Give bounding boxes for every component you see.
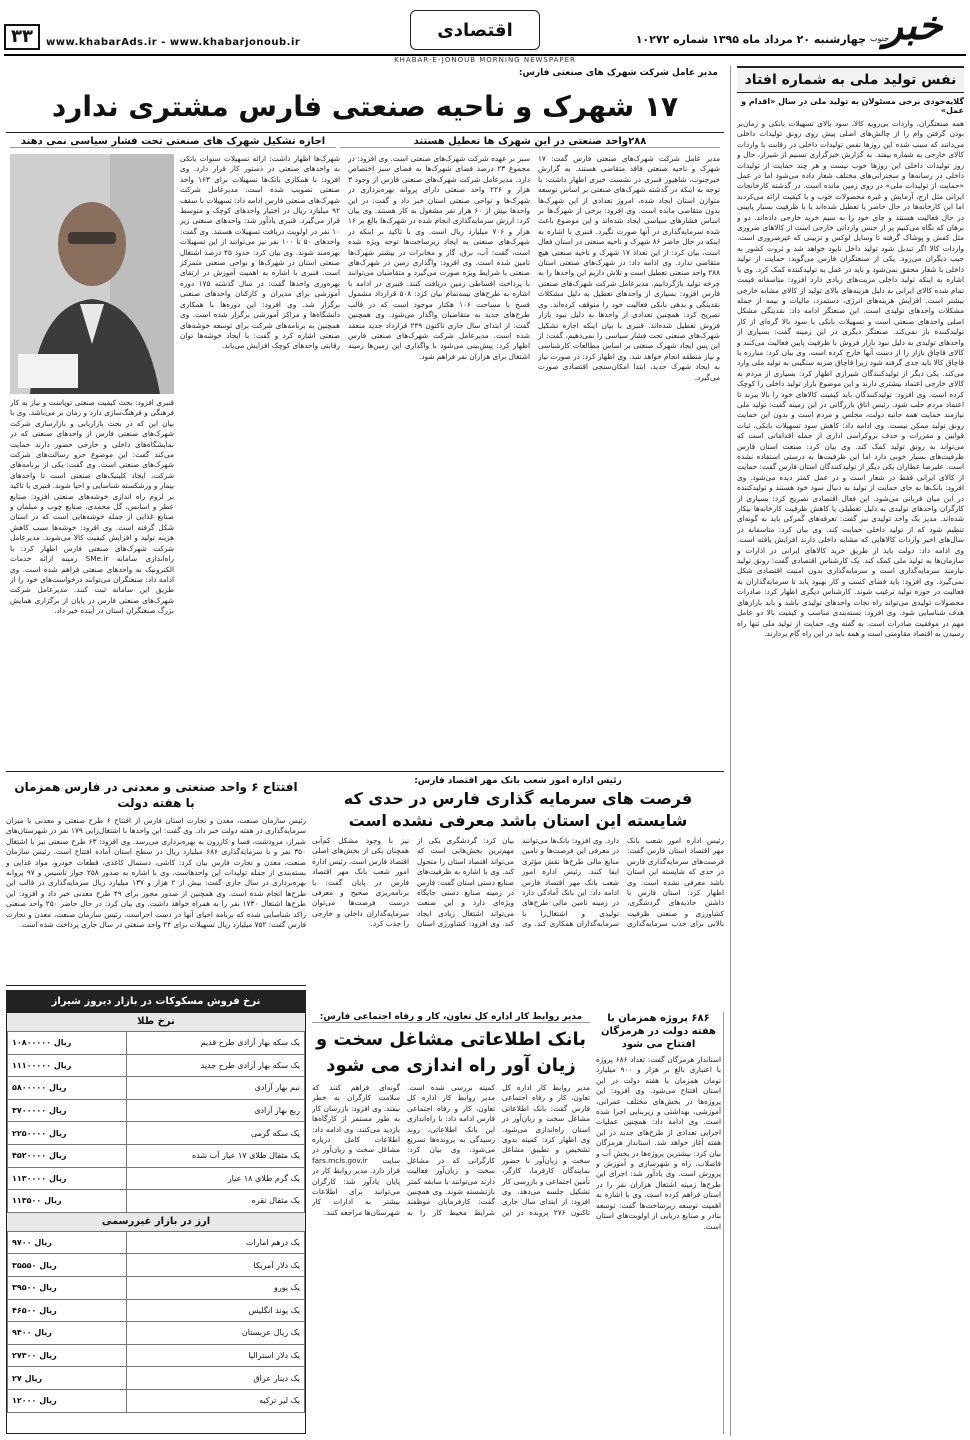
fx-price: ۲۷ ریال [8, 1367, 127, 1390]
gold-name: یک سکه بهار آزادی طرح جدید [126, 1054, 304, 1077]
gold-name: یک سکه بهار آزادی طرح قدیم [126, 1032, 304, 1055]
lead-body-col-4: قنبری افزود: بحث کیفیت صنعتی توپاست و نیاز به کار فرهنگی و فرهنگ‌سازی دارد و زمان بر می‌باشد. وی با بیان این که در بحث بازاریابی و بازارسازی شرکت شهرک‌های صنعتی فارس از واحدهای صنعتی که در نمایشگاه‌های داخلی و خارجی حضور دارند حمایت می‌کند گفت: این موضوع جزو رسالت‌های شرکت شهرک‌های صنعتی است. وی گفت: یکی از برنامه‌های شرکت، ایجاد کلینیک‌های صنعتی است تا واحدهای بیمار و ورشکسته شناسایی و احیا شوند. قنبری با تاکید بر لزوم راه اندازی خوشه‌های صنعتی افزود: صنایع عطر و اسانس، گل محمدی، صنایع چوب و مبلمان و صنایع غذایی از جمله خوشه‌هایی است که در استان شکل گرفته است. وی افزود: خوشه‌ها سبب کاهش هزینه تولید و افزایش کیفیت کالا می‌شوند. مدیرعامل شرکت شهرک‌های صنعتی فارس اظهار کرد: با راه‌اندازی سامانه SMe.ir زمینه ارائه خدمات الکترونیک به واحدهای صنعتی فراهم شده است. وی ادامه داد: صنعتگران می‌توانند درخواست‌های خود را از طریق این سامانه ثبت کنند. مدیرعامل شرکت شهرک‌های صنعتی فارس در پایان از برگزاری همایش بزرگ صنعتگران استان در آینده خبر داد. [10, 398, 174, 616]
article-hormozgan [596, 1012, 724, 1434]
gold-title: نرخ طلا [7, 1013, 305, 1031]
table-row [8, 1144, 305, 1167]
websites: www.khabarAds.ir - www.khabarjonoub.ir [46, 37, 301, 48]
table-row [8, 1367, 305, 1390]
table-row [8, 1389, 305, 1412]
fx-price: ۲۷۳۰۰ ریال [8, 1344, 127, 1367]
lead-article [6, 66, 724, 772]
article-national-production [730, 66, 964, 1436]
investment-headline: فرصت های سرمایه گذاری فارس در حدی که شایسته این استان باشد معرفی نشده است [343, 789, 693, 830]
fx-price: ۴۶۵۰۰ ریال [8, 1299, 127, 1322]
table-row [8, 1254, 305, 1277]
gold-price: ۲۲۵۰۰۰۰ ریال [8, 1122, 127, 1145]
issue-date: چهارشنبه ۲۰ مرداد ماه ۱۳۹۵ شماره ۱۰۲۷۲ [635, 33, 866, 46]
hormozgan-headline: ۶۸۶ پروژه همزمان با هفته دولت در هرمزگان افتتاح می شود [601, 1013, 716, 1050]
gold-price: ۴۵۲۰۰۰۰ ریال [8, 1144, 127, 1167]
fx-table [7, 1231, 305, 1413]
market-title: نرخ فروش مسکوکات در بازار دیروز شیراز [7, 991, 305, 1013]
gold-table [7, 1031, 305, 1213]
fx-name: یک دلار آمریکا [126, 1254, 304, 1277]
table-row [8, 1190, 305, 1213]
fx-name: یک دلار استرالیا [126, 1344, 304, 1367]
fx-name: یک درهم امارات [126, 1231, 304, 1254]
fx-price: ۹۴۰۰ ریال [8, 1322, 127, 1345]
fx-price: ۳۵۵۵۰ ریال [8, 1254, 127, 1277]
market-table [6, 990, 306, 1434]
logo-text: خبر [883, 2, 943, 49]
portrait-photo [10, 154, 174, 394]
article-subtitle: گلایه‌خودی برخی مسئولان به تولید ملی در سال «اقدام و عمل» [741, 97, 964, 115]
lead-subhead-1: ۲۸۸واحد صنعتی در این شهرک ها تعطیل هستند [340, 136, 720, 148]
lead-body-col-2: سبز بر عهده شرکت شهرک‌های صنعتی است. وی افزود: در مجموع ۲۳ درصد فضای شهرک‌ها به فضای سبز اختصاص دارد. مدیرعامل شرکت شهرک‌های صنعتی فارس از وجود ۳ هزار و ۲۲۶ واحد صنعتی دارای پروانه بهره‌برداری در شهرک‌ها و نواحی صنعتی استان خبر داد و گفت: در این واحدها بیش از ۶۰ هزار نفر مشغول به کار هستند. وی بیان کرد: ارزش سرمایه‌گذاری انجام شده در شهرک‌ها بالغ بر ۱۶ هزار و ۷۰۶ میلیارد ریال است. وی با تاکید بر اینکه در شهرک‌های صنعتی به ایجاد زیرساخت‌ها توجه ویژه شده است، گفت: آب، برق، گاز و مخابرات در بیشتر شهرک‌ها تامین شده است. وی افزود: واگذاری زمین در شهرک‌های صنعتی با شرایط ویژه صورت می‌گیرد و متقاضیان می‌توانند با پرداخت اقساطی زمین دریافت کنند. قنبری در ادامه با اشاره به طرح‌های نیمه‌تمام بیان کرد: ۵۰۸ قرارداد مشمول فسخ با مساحت ۱۰۶ هکتار موجود است که در قالب طرح‌های جدید به متقاضیان واگذار می‌شود. وی همچنین گفت: از ابتدای سال جاری تاکنون ۲۴۹ قرارداد جدید منعقد شده است. مدیرعامل شرکت شهرک‌های صنعتی فارس اظهار کرد: پیش‌بینی می‌شود با واگذاری این زمین‌ها زمینه اشتغال برای هزاران نفر فراهم شود. [348, 154, 530, 361]
fx-name: یک ریال عربستان [126, 1322, 304, 1345]
table-row [8, 1322, 305, 1345]
table-row [8, 1122, 305, 1145]
table-row [8, 1054, 305, 1077]
table-row [8, 1276, 305, 1299]
gold-name: یک سکه گرمی [126, 1122, 304, 1145]
fx-name: یک دینار عراق [126, 1367, 304, 1390]
hard-jobs-headline: بانک اطلاعاتی مشاغل سخت و زیان آور راه اندازی می شود [315, 1029, 587, 1076]
investment-kicker: رئیس اداره امور شعب بانک مهر اقتصاد فارس: [414, 776, 622, 786]
article-body: همه صنعتگران، واردات بی‌رویه کالا، سود بالای تسهیلات بانکی و زمان‌بر بودن گرفتن وام را از چالش‌های اصلی پیش روی رونق تولیدات داخلی می‌دانند که سبب شده این روزها نفس تولیدات داخلی در رقابت با واردات کالای خارجی به شماره بیفتد. به گزارش خبرگزاری تسنیم از شیراز، حال و روز تولیدات داخلی این روزها خوب نیست و هر چند حمایت از تولیدات داخلی در رسانه‌ها و سخنرانی‌های مختلف شعار داده می‌شود اما در عمل «حمایت از تولیدات ملی» در روی زمین مانده است. در گذشته کارخانجات ایرانی مثل ارج، آزمایش و غیره محصولات خوب و با کیفیت ارائه می‌کردند اما این کارخانه‌ها در حال حاضر یا تعطیل شده‌اند یا با ظرفیت بسیار پایینی در حال فعالیت هستند و جای خود را به سیم خرید خارجی داده‌اند. دو و برهان که نگاه می‌کنیم پر از جنس وارداتی خارجی است از کالاهای ضروری مثل کفش و پوشاک گرفته تا وسایل لوکس و تزیینی که غیرضروری است. واردات کالا اگر تبدیل شود تولید داخل نابود خواهد شد و ثروت کشور به جیب دیگران می‌رود. یکی از صنعتگران فارس می‌گوید: حمایت از تولید داخلی با شعار محقق نمی‌شود و باید در عمل به تولیدکننده کمک کرد. وی با اشاره به اینکه تولید داخلی مزیت‌های زیادی دارد افزود: متاسفانه قیمت تمام شده کالای ایرانی به دلیل هزینه‌های بالای تولید از کالای مشابه خارجی بیشتر است. افزایش هزینه‌های انرژی، دستمزد، مالیات و بیمه از جمله مشکلات واحدهای تولیدی است. این صنعتگر ادامه داد: نقدینگی مشکل اصلی واحدهای صنعتی است و تسهیلات بانکی با سود بالا گره‌ای از کار تولیدکننده باز نمی‌کند. صنعتگر دیگری در این زمینه گفت: بسیاری از واحدهای تولیدی به دلیل نبود بازار فروش با ظرفیت پایین فعالیت می‌کنند و کالای قاچاق بازار را از دست آنها خارج کرده است. وی بیان کرد: مبارزه با قاچاق کالا باید جدی گرفته شود زیرا قاچاق ضربه سنگینی به تولید ملی وارد می‌کند. یکی دیگر از تولیدکنندگان شیرازی اظهار کرد: بسیاری از مردم به کالای خارجی اعتماد بیشتری دارند و این موضوع بازار تولید داخلی را کوچک کرده است. وی افزود: تولیدکنندگان باید کیفیت کالاهای خود را بالا ببرند تا اعتماد مردم جلب شود. رئیس اتاق بازرگانی در این زمینه گفت: تولید ملی نیازمند حمایت همه جانبه دولت، مجلس و مردم است و بدون این حمایت رونق تولید ممکن نیست. وی ادامه داد: کاهش سود تسهیلات بانکی، ثبات قوانین و مقررات و حذف بروکراسی اداری از جمله اقداماتی است که می‌تواند به رونق تولید کمک کند. وی بیان کرد: صنعت استان فارس ظرفیت‌های بسیار خوبی دارد اما این ظرفیت‌ها به درستی استفاده نشده است. علیرضا عطاران یکی دیگر از تولیدکنندگان استان فارس گفت: حمایت از کالای ایرانی فقط در شعار است و در عمل کمتر دیده می‌شود. وی افزود: بانک‌ها به جای حمایت از تولید به دنبال سود خود هستند و تولیدکننده در این میان قربانی می‌شود. این فعال اقتصادی تصریح کرد: بسیاری از کارگران واحدهای تولیدی به دلیل تعطیلی یا کاهش ظرفیت کارخانه‌ها بیکار شده‌اند. مدیر یک واحد تولیدی نیز گفت: تعرفه‌های گمرکی باید به گونه‌ای تنظیم شود که از تولید داخلی حمایت کند. وی بیان کرد: متاسفانه در سال‌های اخیر واردات کالاهایی که مشابه داخلی دارند افزایش یافته است. وی ادامه داد: دولت باید از طریق خرید کالاهای ایرانی در ادارات و سازمان‌ها به تولید ملی کمک کند. یک کارشناس اقتصادی گفت: رونق تولید نیازمند سرمایه‌گذاری است و سرمایه‌گذاری بدون امنیت اقتصادی شکل نمی‌گیرد. وی افزود: باید فضای کسب و کار بهبود یابد تا سرمایه‌گذاران به فعالیت در حوزه تولید ترغیب شوند. کارشناس دیگری اظهار کرد: صادرات محصولات تولیدی می‌تواند راه نجات واحدهای تولیدی باشد و باید بازارهای هدف شناسایی شود. وی افزود: بسته‌بندی مناسب و کیفیت بالا دو عامل مهم در موفقیت صادرات است. به گفته وی، حمایت از تولید ملی تنها راه رسیدن به اقتصاد مقاومتی است و همه باید در این راه گام بردارند. [737, 119, 964, 638]
table-row [8, 1299, 305, 1322]
fx-price: ۳۹۵۰۰ ریال [8, 1276, 127, 1299]
table-row [8, 1032, 305, 1055]
logo-subtext: جنوب [870, 34, 890, 43]
section-tab [410, 10, 540, 50]
article-hard-jobs [312, 1012, 590, 1434]
hard-jobs-kicker: مدیر روابط کار اداره کل تعاون، کار و رفاه اجتماعی فارس: [312, 1012, 590, 1023]
lead-subhead-2: اجازه تشکیل شهرک های صنعتی تحت فشار سیاسی نمی دهند [10, 136, 336, 148]
gold-name: نیم بهار آزادی [126, 1077, 304, 1100]
table-row [8, 1344, 305, 1367]
article-title: نفس تولید ملی به شماره افتاد [737, 66, 964, 93]
lead-kicker: مدیر عامل شرکت شهرک های صنعتی فارس: [518, 68, 718, 78]
gold-name: یک گرم طلای ۱۸ عیار [126, 1167, 304, 1190]
fx-title: ارز در بازار غیررسمی [7, 1213, 305, 1231]
gold-price: ۱۰۸۰۰۰۰۰ ریال [8, 1032, 127, 1055]
hormozgan-body: استاندار هرمزگان گفت: تعداد ۶۸۶ پروژه با اعتباری بالغ بر هزار و ۹۰۰ میلیارد تومان همزمان با هفته دولت در این استان افتتاح می‌شود. وی افزود: این پروژه‌ها در بخش‌های مختلف عمرانی، آموزشی، بهداشتی و زیربنایی اجرا شده است. وی ادامه داد: همچنین عملیات اجرایی تعدادی از طرح‌های جدید در این هفته آغاز خواهد شد. استاندار هرمزگان بیان کرد: بیشترین پروژه‌ها در بخش آب و فاضلاب، راه و شهرسازی و آموزش و پرورش است. وی یادآور شد: اجرای این طرح‌ها زمینه اشتغال هزاران نفر را در استان فراهم کرده است. وی با اشاره به اهمیت توسعه زیرساخت‌ها گفت: توسعه بنادر و صنایع دریایی از اولویت‌های استان است. [596, 1055, 721, 1231]
newspaper-logo [868, 2, 958, 52]
english-name: KHABAR-E-JONOUB MORNING NEWSPAPER [394, 56, 576, 64]
lead-body-col-1: مدیر عامل شرکت شهرک‌های صنعتی فارس گفت: ۱۷ شهرک و ناحیه صنعتی فاقد متقاضی هستند. به گزارش خبرجنوب، شاهپور قنبری در نشست خبری اظهار داشت: با توجه به اینکه در گذشته شهرک‌های صنعتی بر اساس توسعه متوازن استان ایجاد شده، امروز تعدادی از این شهرک‌ها بدون متقاضی مانده است. وی افزود: برخی از شهرک‌ها بر اساس فشارهای سیاسی ایجاد شده‌اند و این موضوع باعث شده سرمایه‌گذاری در آنها صورت نگیرد. قنبری با اشاره به اینکه در حال حاضر ۸۶ شهرک و ناحیه صنعتی در استان فعال است، بیان کرد: از این تعداد ۱۷ شهرک و ناحیه صنعتی هیچ متقاضی ندارد. وی ادامه داد: در شهرک‌های صنعتی استان ۲۸۸ واحد صنعتی تعطیل است و تلاش داریم این واحدها را به چرخه تولید بازگردانیم. مدیرعامل شرکت شهرک‌های صنعتی فارس افزود: بسیاری از واحدهای تعطیل به دلیل مشکلات نقدینگی و بدهی بانکی فعالیت خود را متوقف کرده‌اند. وی تصریح کرد: همچنین تعدادی از واحدها به دلیل نبود بازار فروش تعطیل شده‌اند. قنبری با بیان اینکه اجازه تشکیل شهرک‌های صنعتی تحت فشار سیاسی را نمی‌دهیم، گفت: از این پس ایجاد شهرک صنعتی بر اساس مطالعات کارشناسی و نیاز منطقه انجام خواهد شد. وی اظهار کرد: در صورت نیاز به ایجاد شهرک جدید، ابتدا امکان‌سنجی اقتصادی صورت می‌گیرد. [538, 154, 720, 382]
portrait-icon [10, 154, 174, 394]
gold-price: ۳۷۰۰۰۰۰ ریال [8, 1099, 127, 1122]
fx-name: یک لیر ترکیه [126, 1389, 304, 1412]
fx-name: یک پوند انگلیس [126, 1299, 304, 1322]
article-investment [312, 776, 724, 1008]
table-row [8, 1077, 305, 1100]
lead-headline: ۱۷ شهرک و ناحیه صنعتی فارس مشتری ندارد [6, 82, 724, 133]
page-number: ۳۳ [4, 24, 40, 50]
masthead [0, 0, 970, 64]
fx-name: یک یورو [126, 1276, 304, 1299]
gold-name: ربع بهار آزادی [126, 1099, 304, 1122]
table-row [8, 1167, 305, 1190]
fx-price: ۹۷۰۰ ریال [8, 1231, 127, 1254]
lead-body-col-3: شهرک‌ها اظهار داشت: ارائه تسهیلات سنوات بانکی به واحدهای صنعتی در دستور کار قرار دارد. وی افزود: با همکاری بانک‌ها تسهیلات برای ۱۶۳ واحد صنعتی تصویب شده است. مدیرعامل شرکت شهرک‌های صنعتی فارس ادامه داد: تسهیلات با سقف ۹۲ میلیارد ریال در اختیار واحدهای کوچک و متوسط قرار می‌گیرد. قنبری یادآور شد: واحدهای صنعتی زیر ۱۰ نفر در اولویت دریافت تسهیلات هستند. وی گفت: واحدهای ۵۰ تا ۱۰۰ نفر نیز می‌توانند از این تسهیلات بهره‌مند شوند. وی بیان کرد: حدود ۴۵ درصد اشتغال صنعتی استان در شهرک‌ها و نواحی صنعتی متمرکز است. قنبری با اشاره به اهمیت آموزش در ارتقای بهره‌وری واحدها گفت: در سال گذشته ۱۷۵ دوره آموزشی برای مدیران و کارکنان واحدهای صنعتی برگزار شد. وی افزود: این دوره‌ها با همکاری دانشگاه‌ها و مراکز آموزشی برگزار شده است. وی همچنین به برنامه‌های شرکت برای توسعه خوشه‌های صنعتی اشاره کرد و گفت: با ایجاد خوشه‌ها توان رقابتی واحدهای کوچک افزایش می‌یابد. [180, 154, 340, 351]
hard-jobs-body: مدیر روابط کار اداره کل تعاون، کار و رفاه اجتماعی فارس گفت: بانک اطلاعاتی مشاغل سخت و زیان‌آور در استان راه‌اندازی می‌شود. وی اظهار کرد: کمیته بدوی تشخیص و تطبیق مشاغل سخت و زیان‌آور با حضور نمایندگان کارفرما، کارگر، تأمین اجتماعی و بازرسی کار تشکیل جلسه می‌دهد. وی افزود: از ابتدای سال جاری تاکنون ۲۷۶ پرونده در این کمیته بررسی شده است. مدیر روابط کار اداره کل تعاون، کار و رفاه اجتماعی فارس ادامه داد: با راه‌اندازی این بانک اطلاعاتی، روند رسیدگی به پرونده‌ها تسریع می‌شود. وی بیان کرد: کارگرانی که در مشاغل سخت و زیان‌آور فعالیت دارند می‌توانند با سابقه کمتر بازنشسته شوند. وی همچنین گفت: کارفرمایان موظفند شرایط محیط کار را به گونه‌ای فراهم کنند که سلامت کارگران به خطر نیفتد. وی افزود: بازرسان کار به طور مستمر از کارگاه‌ها بازدید می‌کنند. وی ادامه داد: اطلاعات کامل درباره مشاغل سخت و زیان‌آور در سایت fars.mcls.gov.ir قرار دارد. مدیر روابط کار در پایان یادآور شد: کارگران می‌توانند برای اطلاعات بیشتر به ادارات کار شهرستان‌ها مراجعه کنند. [312, 1083, 590, 1217]
section-title: اقتصادی [437, 19, 513, 41]
gold-name: یک مثقال نقره [126, 1190, 304, 1213]
table-row [8, 1231, 305, 1254]
gold-price: ۵۸۰۰۰۰۰ ریال [8, 1077, 127, 1100]
table-row [8, 1099, 305, 1122]
investment-body: رئیس اداره امور شعب بانک مهر اقتصاد استان فارس گفت: فرصت‌های سرمایه‌گذاری فارس در حدی که شایسته این استان باشد معرفی نشده است. وی اظهار کرد: استان فارس با داشتن جاذبه‌های گردشگری، کشاورزی و صنعتی ظرفیت بالایی برای جذب سرمایه‌گذاری دارد. وی افزود: بانک‌ها می‌توانند در معرفی این فرصت‌ها و تامین منابع مالی طرح‌ها نقش مؤثری ایفا کنند. رئیس اداره امور شعب بانک مهر اقتصاد فارس ادامه داد: این بانک آمادگی دارد در زمینه تامین مالی طرح‌های تولیدی و اشتغال‌زا با سرمایه‌گذاران همکاری کند. وی بیان کرد: گردشگری یکی از مهم‌ترین بخش‌هایی است که می‌تواند اقتصاد استان را متحول کند. وی با اشاره به ظرفیت‌های صنایع دستی استان گفت: فارس در زمینه صنایع دستی جایگاه ویژه‌ای دارد و این صنعت می‌تواند اشتغال زیادی ایجاد کند. وی افزود: کشاورزی استان نیز با وجود مشکل کم‌آبی همچنان یکی از بخش‌های اصلی اقتصاد فارس است. رئیس اداره امور شعب بانک مهر اقتصاد فارس در پایان گفت: با برنامه‌ریزی صحیح و معرفی درست فرصت‌ها می‌توان سرمایه‌گذاران داخلی و خارجی را جذب کرد. [312, 836, 724, 929]
gold-price: ۱۱۳۵۰۰ ریال [8, 1190, 127, 1213]
units-headline: افتتاح ۶ واحد صنعتی و معدنی در فارس همزمان با هفته دولت [14, 780, 298, 810]
fx-price: ۱۲۰۰۰ ریال [8, 1389, 127, 1412]
gold-name: یک مثقال طلای ۱۷ عیار آب شده [126, 1144, 304, 1167]
gold-price: ۱۱۳۰۰۰۰ ریال [8, 1167, 127, 1190]
units-body: رئیس سازمان صنعت، معدن و تجارت استان فارس از افتتاح ۶ طرح صنعتی و معدنی با میزان سرمایه‌گذاری در هفته دولت خبر داد. وی گفت: این واحدها با اشتغال‌زایی ۱۷۹ نفر در شهرستان‌های شیراز، مرودشت، فسا و کازرون به بهره‌برداری می‌رسد. وی افزود: ۶۳ طرح صنعتی نیز با اشتغال ۳۵۰ نفر و با سرمایه‌گذاری ۶۸۶ میلیارد ریال در سطح استان آماده افتتاح است. رئیس سازمان صنعت، معدن و تجارت فارس بیان کرد: کاشی، دستمال کاغذی، قطعات خودرو، مواد غذایی و بسته‌بندی از جمله تولیدات این واحدهاست. وی با اشاره به صدور ۲۵۸ جواز تاسیس و ۹۷ پروانه بهره‌برداری در سال جاری گفت: بیش از ۲ هزار و ۱۳۷ میلیارد ریال سرمایه‌گذاری در قالب این طرح‌ها انجام شده است. وی همچنین از صدور مجوز برای ۴۹ طرح معدنی خبر داد و افزود: این طرح‌ها اشتغال ۱۷۳۰ نفر را به همراه خواهد داشت. وی بیان کرد: در حال حاضر ۲۵۰ واحد صنعتی راکد شناسایی شده که برنامه احیای آنها در دست اجراست. رئیس سازمان صنعت، معدن و تجارت فارس گفت: ۷۵۲ میلیارد ریال تسهیلات برای ۲۴ واحد صنعتی در سال جاری پرداخت شده است. [6, 816, 306, 930]
article-industrial-units [6, 776, 306, 986]
gold-price: ۱۱۱۰۰۰۰۰ ریال [8, 1054, 127, 1077]
